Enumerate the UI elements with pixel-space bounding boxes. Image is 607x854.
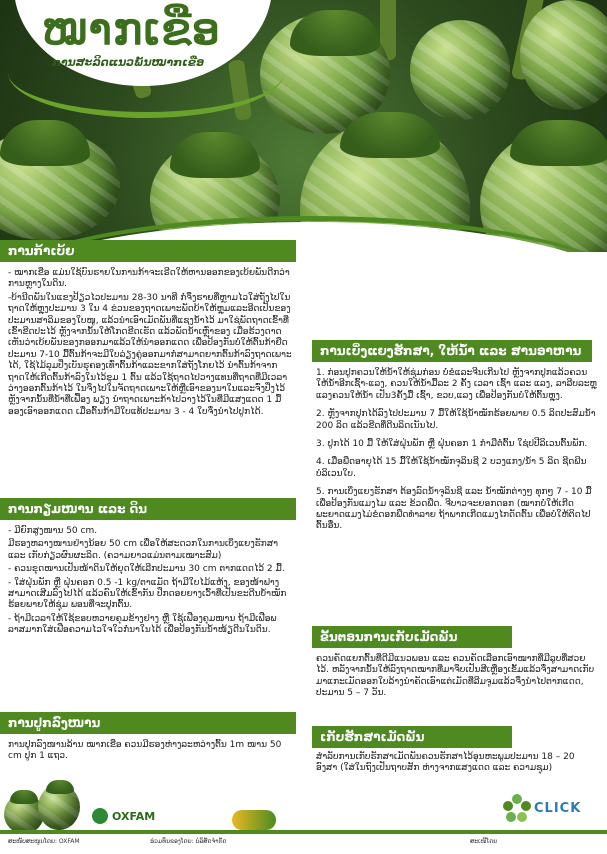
paragraph: - ຖ້າມີເວລາໃຫ້ໃຊ້ຂອບຫວາຍຄຸມຂ້າງຢາງ ຫຼື ໃຊ້ເຟືອງຄຸມໜານ ຖ້າມີເຟືອພລາສມາກໃສ່ເຟືອຄວາມໄວໃຈໃວກໍ່ນາໃນໄດ້ ເພື່ອປ້ອງກັນນ້ຳໜ້ຽດີນໃນດິນ.: [8, 613, 277, 636]
eggplant-calyx: [0, 120, 90, 166]
section-heading-soil: ການກຽມໜານ ແລະ ດິນ: [0, 498, 296, 520]
sponsor-caption: ສະໜັບສະໜູນໂດຍ: OXFAM: [8, 838, 80, 845]
partner-emblem-icon: [232, 810, 276, 830]
section-heading-planting: ການປູກລົງໜານ: [0, 712, 296, 734]
paragraph: 1. ກ່ອນປູກຄວນໃຫ້ນ້ຳໃຫ້ຊຸ່ມກ່ອນ ບໍ່ຂໍແລະຈີນເກີນໄປ ຫຼັງຈາກປູກແລ້ວຄວນໃຫ້ນ້ຳອີກເຊົ້າ-ແລງ, ຄວນໃຫ້ນ້ຳມື້ລະ 2 ຄັ້ງ ເວລາ ເຊົ້າ ແລະ ແລງ, ລາລີບລະຫຼຸແລງຄວນໃຫ້ນ້ຳ ເປັນ3ຄັ້ງມື້ ເຊົ້າ, ຂວບ,ແລງ ເພື່ອປ້ອງກັນບໍ່ໃຫ້ຕົ້ນຫຼຸງ.: [316, 368, 597, 401]
paragraph: - ໝາກເຂືອ ແມ່ນໃຊ້ບົນຮາຍໃນການກ້າຈະເຣີດໃຫ້ຫານອອກຂອງເບ້ຍພັນດີກວ່າການຫຼາງໃນດິນ.: [8, 268, 290, 290]
click-flower-icon: [500, 791, 534, 825]
eggplant-calyx: [340, 112, 440, 158]
section-heading-seedling: ການກ້າເບ້ຍ: [0, 240, 296, 262]
eggplant-illustration: [4, 772, 84, 838]
paragraph: 3. ປູກໄດ້ 10 ມື້ ໃຫ້ໃສ່ຝຸ່ນພັກ ຫຼື ຝຸ່ນຄອກ 1 ກຳມືຕໍ່ຕົ້ນ ໃຊ່ປປີລິເວນຕົ້ນພັກ.: [316, 439, 588, 450]
paragraph: -ບ້ານີດພັນໃນແຂງປ້ຽວໄວປະມານ 28-30 ນາທີ ກໍ່ຈຶ່ງຮາຍທີ່ຫຼາມໄວໃສ່ຖັງໄປໃນຖາດໃຫ້ຫຼຸງປະມານ 3 ໃນ 4 ຂ່ວນຂອງຖາດເພາະພັດບ້າໃຫ້ຫຼຸມແລະອີດເປັນຂອງປະມານສາລິມຂອງໃບໜູ, ແລ້ວນຳເອົາເມັດພັນທີ່ແຊງນ້ຳໄວ້ ມາໃຊ່ພັດຖາດເຂົ້າທີ່ເຂົ້າຂີດປະໄວ້ ຫຼັງຈາກນັ້ນໃຫ້ໂກດຂີດເຮັດ ແລ້ວພັດນ້ຳເຫຼົ່າຂອງ ເມື່ອຮ້ວງດາດເຫັນວ່າເບ້ຍພັນຂອງກອອກມາແລ້ວໃຫ້ນຳອອກແດດ ເພື່ອປ້ອງກັນບໍ່ໃຫ້ຕົ້ນກ້າຍືດປະມານ 7-10 ມື້ຕົ້ນກ້າຈະມີໃບລ່ຽງຄູ່ອອກມາກໍ່ສາມາດຍາກຕົ້ນກ້າລົງຖາດເພາະໄດ້, ໃຊ້ໄມ້ລຸມປິ່ງເບັນຮຸຄອງເທົ່າຕົ້ນກ້າແລະຂາກໃສ່ຖັງໂກຍໄວ້ ນຳຕົ້ນກ້າຈາກຖາດໃຫ້ເກີດຕົ້ນກ້າລົງໃນໄວ້ຂູມ 1 ຕົ້ນ ແລ້ວໃຊ້ຖາດໄປວາງແທນທີ່ຖາດທີ່ມີເວລາວ່າງອອກຕົ້ນກ້າໄວ້ ໃນຈຶງໄປໃນຈັດຖາດເພາະໃຫ້ຫຼືເອົາຂອງນາໃນແລະຈົ່ງປິ່ງໄວ້ ຫຼັງຈາກນັ້ນທີ່ນ້ຳທີ່ເຟື້ອງ ພຽງ ນຳຖາດເພາະກ້າໄປວາງໄວ້ໃນທີ່ມີແສງແດດ 1 ມື້ອອງເອົາອອກແດດ ເມື່ອຕົ້ນກ້າມີໃບແທ້ປະມານ 3 - 4 ໃບຈຶ່ງນຳໄປປູກໄດ້.: [8, 292, 292, 417]
paragraph: ການປູກລົງໜານລ້ານ ໝາກເຂືອ ຄວນມີຮອງຫ່າງລະຫວ່າງຕົ້ນ 1m ໜານ 50 cm ປູກ 1 ແຖວ.: [8, 740, 282, 762]
paragraph: 5. ການເບິ່ງແຍງຮັກສາ ຕ້ອງລົດນ້ຳຈຸລິນຊີ ແລະ ນ້ຳໝັກຕ່າງໆ ທຸກໆ 7 - 10 ມື້ເພື່ອປ້ອງກັນແມງໄມ ແລະ ຂ້ວດພືດ. ຈີບາວຈະຍອກດອກ (ໝາກບໍ່ໃຫ້ເກີດພະຍາດແມງໄມ່ຂໍດອກພືດທຳລາຍ ຖ້າພາກເກີດແມງໄກດັດຕົ້ນ ເພື່ອບໍ່ໃຫ້ຕິດໄປຕົ້ນອື່ນ.: [316, 487, 592, 532]
section-body-seedling: [8, 268, 292, 420]
section-body-seed-store: [316, 752, 598, 777]
oxfam-logo-text: OXFAM: [112, 809, 156, 823]
paragraph: ສຳລັບການເກັບຮັກສາເມັດພັນຄວນຮັກສາໄວ້ອຸນຫະພູມປະມານ 18 – 20 ອົງສາ (ໃສ່ໃນຖົງເປັນຖາບສັກ ຫ່າງຈາກແສງແດດ ແລະ ຄວາມຊຸມ): [316, 752, 575, 774]
partner-logo: [232, 808, 276, 832]
paragraph: 2. ຫຼັງຈາກປູກໄດ້ລົງໄປປະມານ 7 ມື້ໃຫ້ໃຊ້ນ້ຳໝັກຮ້ອຍພາຍ 0.5 ລິດປະສົມນ້ຳ 200 ລິດ ແລ້ວຂີດທີ່ດີນລິດເນັນໄປ.: [316, 409, 596, 431]
presented-by-caption: ສະເໜີໂດຍ: [470, 838, 498, 845]
eggplant-calyx: [170, 132, 260, 178]
paragraph: ຄວນຄັດແຍກຕົ້ນທີ່ດີມີແນວພອນ ແລະ ຄວນຄັດເລືອກເອົາໝາກທີ່ມີລູບທີ່ສວຍໄວ້. ຫລັງຈາກນັ້ນໃຫ້ລົງຖາດໝາກທີ່ມາຈຶບເປັນສີເຫຼືອງເຂັ້ມແລ້ວຈຶ່ງສາມາດເກັບມາແກະເມັດອອກໃບລ້າງນຳຄັດເອົາແຕ່ເມັດທີ່ລີມຈູມແລ້ວຈຶ່ງນຳໄປຕາກແດດ, ປະມານ 5 – 7 ວັນ.: [316, 654, 595, 699]
click-logo-text: CLICK: [534, 800, 582, 816]
section-body-seed-steps: [316, 654, 598, 702]
oxfam-logo: [92, 804, 155, 828]
paragraph: 4. ເມື່ອພືດອາຍຸໄດ້ 15 ມື້ໃຫ້ໃຊ້ນ້ຳໝັກຈຸລິນຊີ 2 ບວງແກງ/ນ້ຳ 5 ລິດ ຊີດພີນບໍລິເວນໃບ.: [316, 457, 587, 479]
eggplant-fruit: [410, 20, 510, 120]
oxfam-icon: [92, 808, 108, 824]
eggplant-fruit: [520, 0, 607, 110]
section-body-care: [316, 368, 598, 540]
eggplant-calyx: [510, 120, 607, 166]
section-body-soil: [8, 526, 292, 639]
hero-image: [0, 0, 607, 252]
section-heading-seed-store: ເກັບຮັກສາເມັດພັນ: [312, 726, 512, 748]
section-heading-seed-steps: ຂັ້ນຕອນການເກັບເມັດພັນ: [312, 626, 512, 648]
page-title: ໝາກເຂືອ: [42, 4, 221, 55]
page-subtitle: ການສະລິດແນວພັນໝາກເຂືອ: [52, 56, 205, 69]
click-logo: [500, 796, 581, 820]
paragraph: - ໃສ່ຝຸ່ນພັກ ຫຼື ຝຸ່ນຄອກ 0.5 -1 kg/ຕາແມັດ ຖ້າມີໃບໄມ້ແຫ້ງ, ຂອງໜ້າຟາງ ສາມາດເສີມລົງໄປໄດ້ ແລ້ວຄົນໃຫ້ເຂົ້າກັນ ປຶກດອຍຍາງເວົ້າທີ່ເປັນຂະດີນບ້ຳໝັກຮ້ອຍພາຍໃຫ້ຊຸ່ມ ພອນທີ່ຈະປູກຕົ້ນ.: [8, 577, 287, 611]
paragraph: - ມີຍົກສູງໜານ 50 cm.: [8, 526, 98, 536]
section-body-planting: [8, 740, 292, 765]
section-heading-care: ການເບິ່ງແຍງຮັກສາ, ໃຫ້ນ້ຳ ແລະ ສານອາຫານ: [312, 340, 592, 362]
footer-divider: [0, 830, 607, 834]
paragraph: ມີຮອງຫລາງໜານຢ່າງນ້ອຍ 50 cm ເພື່ອໃຫ້ສະດວກໃນການເບິ່ງແຍງຮັກສາ ແລະ ເກັບກ່ຽວຜົນຜະລິດ. (ຄວາມຍາວແມ່ນຕາມເໝາະສົມ): [8, 539, 279, 561]
cofund-caption: ຮ່ວມທຶນຂອງໂດຍ: ບໍລິສັດຈຳກັດ: [150, 838, 227, 845]
paragraph: - ຄວນຂຸດໜານເປັນໜ້າດິນໃຫ້ຍຸດໃຫ້ເລີກປະມານ 30 cm ຕາກແດດໄວ້ 2 ມື້.: [8, 564, 285, 575]
eggplant-calyx: [290, 10, 380, 56]
